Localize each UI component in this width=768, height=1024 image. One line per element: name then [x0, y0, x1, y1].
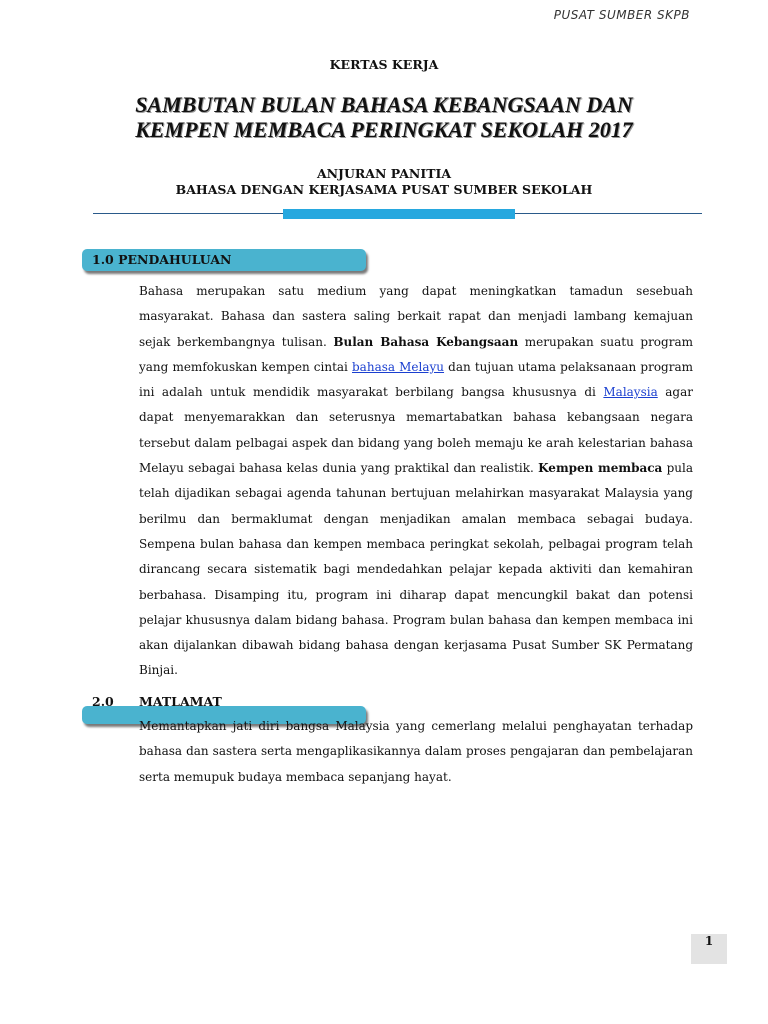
organizer-line-2: BAHASA DENGAN KERJASAMA PUSAT SUMBER SEKOLAH — [175, 182, 593, 197]
title-line-2: KEMPEN MEMBACA PERINGKAT SEKOLAH 2017 — [135, 117, 633, 142]
paragraph-text: pula telah dijadikan sebagai agenda tahunan bertujuan melahirkan masyarakat Malaysia yang berilmu dan bermaklumat dengan menjadikan amalan membaca sebagai budaya. Sempena bulan bahasa dan kempen membaca peringkat sekolah, pelbagai program telah dirancang secara sistematik bagi mendedahkan pelajar kepada aktiviti dan kemahiran berbahasa. Disamping itu, program ini diharap dapat mencungkil bakat dan potensi pelajar khususnya dalam bidang bahasa. Program bulan bahasa dan kempen membaca ini akan dijalankan dibawah bidang bahasa dengan kerjasama Pusat Sumber SK Permatang Binjai. — [139, 461, 693, 678]
organizer-line-1: ANJURAN PANITIA — [316, 166, 452, 181]
page-number: 1 — [691, 934, 727, 964]
title-divider-accent — [283, 209, 515, 219]
bold-term-bulan-bahasa: Bulan Bahasa Kebangsaan — [333, 334, 519, 349]
organizer-block — [0, 166, 768, 198]
section-1-heading-box — [82, 249, 366, 271]
bold-term-kempen-membaca: Kempen membaca — [538, 461, 663, 476]
paragraph-text: dan tujuan utama pelaksanaan program ini adalah untuk mendidik masyarakat berbilang bangsa khususnya di — [139, 359, 693, 400]
paragraph-text: Bahasa merupakan satu medium yang dapat meningkatkan tamadun sesebuah masyarakat. Bahasa dan sastera saling berkait rapat dan menjadi lambang kemajuan sejak berkembangnya tulisan. — [139, 284, 693, 349]
link-bahasa-melayu[interactable]: bahasa Melayu — [352, 359, 445, 374]
link-malaysia[interactable]: Malaysia — [603, 385, 658, 400]
section-1-paragraph — [139, 279, 693, 684]
paragraph-text: agar dapat menyemarakkan dan seterusnya memartabatkan bahasa kebangsaan negara tersebut dalam pelbagai aspek dan bidang yang boleh memaju ke arah kelestarian bahasa Melayu sebagai bahasa kelas dunia yang praktikal dan realistik. — [139, 385, 694, 476]
section-2-paragraph: Memantapkan jati diri bangsa Malaysia yang cemerlang melalui penghayatan terhadap bahasa dan sastera serta mengaplikasikannya dalam proses pengajaran dan pembelajaran serta memupuk budaya membaca sepanjang hayat. — [139, 719, 693, 784]
section-2-number: 2.0 — [92, 694, 114, 709]
title-line-1: SAMBUTAN BULAN BAHASA KEBANGSAAN DAN — [135, 92, 633, 117]
paragraph-text: merupakan suatu program yang memfokuskan kempen cintai — [139, 334, 693, 374]
section-2-heading: MATLAMAT — [139, 694, 222, 709]
document-title — [0, 92, 768, 142]
running-header: PUSAT SUMBER SKPB — [553, 8, 690, 22]
document-label: KERTAS KERJA — [329, 57, 439, 72]
section-1-heading: 1.0 PENDAHULUAN — [92, 252, 232, 267]
